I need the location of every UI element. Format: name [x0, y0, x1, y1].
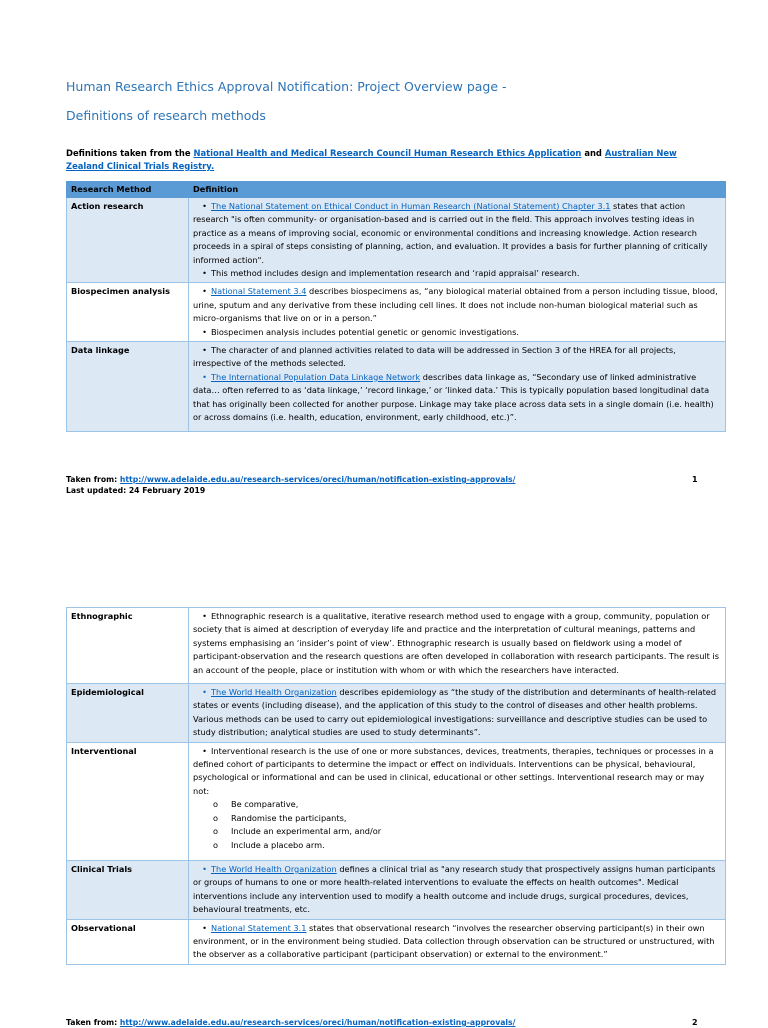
bullet-icon: • [202, 687, 207, 698]
sub-item-text: Be comparative, [231, 799, 299, 810]
page-2 [0, 512, 768, 1027]
definition-data-linkage [189, 342, 726, 431]
sub-list-item [193, 812, 721, 825]
methods-table-page2 [66, 607, 726, 965]
sub-list-item [193, 839, 721, 852]
bullet-icon: • [202, 371, 207, 382]
methods-table-page1 [66, 181, 726, 432]
sub-list-item [193, 798, 721, 811]
national-statement-3-4-link[interactable]: National Statement 3.4 [211, 286, 307, 297]
bullet-icon: • [202, 326, 207, 337]
who-epidemiology-link[interactable]: The World Health Organization [211, 687, 337, 698]
bullet-icon: • [202, 922, 207, 933]
footer-page2 [66, 1017, 515, 1028]
bullet-icon: • [202, 611, 207, 621]
method-ethnographic: Ethnographic [67, 608, 189, 684]
circle-bullet-icon: o [213, 826, 219, 837]
sub-item-text: Include a placebo arm. [231, 839, 325, 850]
definition-biospecimen [189, 283, 726, 342]
header-definition: Definition [189, 182, 726, 198]
nhmrc-link[interactable]: National Health and Medical Research Council Human Research Ethics Application [193, 148, 582, 158]
footer-taken-from: Taken from: [66, 475, 120, 484]
bullet-icon: • [202, 268, 207, 279]
ipdln-link[interactable]: The International Population Data Linkage Network [211, 371, 421, 382]
bullet-icon: • [202, 345, 207, 356]
national-statement-3-1-chapter-link[interactable]: The National Statement on Ethical Conduct in Human Research (National Statement) Chapter 3.1 [211, 201, 611, 211]
definition-interventional [189, 742, 726, 860]
document-subtitle: Definitions of research methods [66, 108, 266, 123]
anzctr-link[interactable]: Australian New Zealand Clinical Trials Registry. [66, 148, 677, 171]
document-title: Human Research Ethics Approval Notification: Project Overview page - [66, 79, 507, 94]
intro-prefix: Definitions taken from the [66, 148, 194, 158]
method-interventional: Interventional [67, 742, 189, 860]
method-action-research: Action research [67, 198, 189, 283]
definition-text: Interventional research is the use of one or more substances, devices, treatments, therapies, techniques or processes in a defined cohort of participants to determine the impact or effect on individuals. Interventions can be physical, behavioural, psychological or informational and can be used in clinical, educational or other settings. Interventional research may or may not: [193, 745, 714, 796]
sub-list-item [193, 825, 721, 838]
intro-and: and [581, 148, 605, 158]
definition-text: describes data linkage as, “Secondary use of linked administrative data… often referred to as ‘data linkage,’ ‘record linkage,’ or ‘linked data.’ This is typically population based longitudinal data that has originally been collected for another purpose. Linkage may take place across data sets in a single domain (i.e. health) or across domains (i.e. health, education, environment, early childhood, etc.)”. [193, 371, 714, 423]
definition-text: Biospecimen analysis includes potential genetic or genomic investigations. [211, 326, 519, 337]
national-statement-3-1-link[interactable]: National Statement 3.1 [211, 922, 307, 933]
page-number: 2 [692, 1018, 698, 1027]
footer-page1 [66, 474, 515, 496]
table-row [67, 283, 726, 342]
table-row [67, 742, 726, 860]
definition-action-research [189, 198, 726, 283]
table-row [67, 198, 726, 283]
intro-paragraph [66, 147, 706, 173]
table-row [67, 342, 726, 431]
footer-last-updated: Last updated: 24 February 2019 [66, 486, 206, 495]
definition-text: defines a clinical trial as "any research study that prospectively assigns human participants or groups of humans to one or more health-related interventions to evaluate the effects on health outcomes". Medical interventions include any intervention used to modify a health outcome and include drugs, surgical procedures, devices, behavioural treatments, etc. [193, 863, 716, 915]
who-clinical-trial-link[interactable]: The World Health Organization [211, 863, 337, 874]
definition-epidemiological [189, 684, 726, 743]
table-row [67, 684, 726, 743]
page-number: 1 [692, 475, 698, 484]
footer-source-link[interactable]: http://www.adelaide.edu.au/research-services/oreci/human/notification-existing-approvals/ [119, 475, 516, 484]
definition-text: The character of and planned activities related to data will be addressed in Section 3 of the HREA for all projects, irrespective of the methods selected. [193, 345, 676, 369]
bullet-icon: • [202, 201, 207, 211]
circle-bullet-icon: o [213, 799, 219, 810]
footer-source-link[interactable]: http://www.adelaide.edu.au/research-services/oreci/human/notification-existing-approvals/ [119, 1018, 516, 1027]
circle-bullet-icon: o [213, 839, 219, 850]
table-row [67, 860, 726, 919]
footer-taken-from: Taken from: [66, 1018, 120, 1027]
sub-item-text: Randomise the participants, [231, 812, 347, 823]
bullet-icon: • [202, 863, 207, 874]
method-epidemiological: Epidemiological [67, 684, 189, 743]
header-research-method: Research Method [67, 182, 189, 198]
definition-clinical-trials [189, 860, 726, 919]
table-row [67, 608, 726, 684]
definition-text: This method includes design and implementation research and ‘rapid appraisal’ research. [211, 268, 580, 279]
circle-bullet-icon: o [213, 812, 219, 823]
table-row [67, 919, 726, 964]
definition-text: describes biospecimens as, “any biological material obtained from a person including tissue, blood, urine, sputum and any derivative from these including cell lines. It does not include non-human biological material such as micro-organisms that live on or in a person.” [193, 286, 718, 324]
sub-item-text: Include an experimental arm, and/or [231, 826, 382, 837]
bullet-icon: • [202, 745, 207, 756]
method-observational: Observational [67, 919, 189, 964]
page-1 [0, 0, 768, 512]
method-data-linkage: Data linkage [67, 342, 189, 431]
definition-observational [189, 919, 726, 964]
definition-text: states that observational research “involves the researcher observing participant(s) in their own environment, or in the environment being studied. Data collection through observation can be structured or unstructured, with the observer as a collaborative participant (participant observation) or external to the environment.” [193, 922, 715, 960]
definition-text: describes epidemiology as “the study of the distribution and determinants of health-related states or events (including disease), and the application of this study to the control of diseases and other health problems. Various methods can be used to carry out epidemiological investigations: surveillance and descriptive studies can be used to study distribution; analytical studies are used to study determinants”. [193, 687, 717, 738]
method-clinical-trials: Clinical Trials [67, 860, 189, 919]
definition-text: states that action research "is often community- or organisation-based and is carried out in the field. This approach involves testing ideas in practice as a means of improving social, economic or environmental conditions and increasing knowledge. Action research proceeds in a spiral of steps consisting of planning, action, and evaluation. It provides a basis for further planning of critically informed action". [193, 201, 708, 265]
method-biospecimen: Biospecimen analysis [67, 283, 189, 342]
bullet-icon: • [202, 286, 207, 297]
definition-ethnographic [189, 608, 726, 684]
definition-text: Ethnographic research is a qualitative, iterative research method used to engage with a group, community, population or society that is aimed at description of everyday life and practice and the interpretation of cultural meanings, patterns and systems emphasising an ‘insider’s point of view’. Ethnographic research is usually based on fieldwork using a model of participant-observation and the research questions are often developed in collaboration with research participants. The result is an account of the people, place or institution with whom or with which the researchers have interacted. [193, 611, 720, 675]
